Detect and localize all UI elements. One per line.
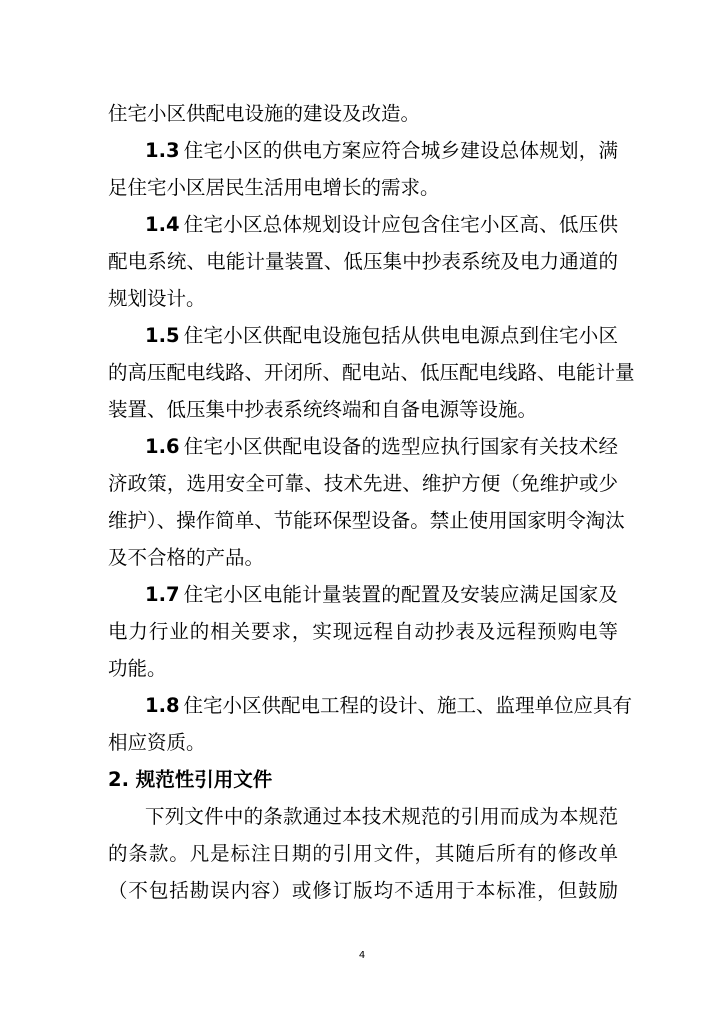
line-text: 功能。 (108, 657, 167, 680)
text-line (108, 243, 618, 280)
section-heading: 2. 规范性引用文件 (108, 768, 273, 791)
text-line (108, 835, 618, 872)
clause-number: 1.4 (145, 213, 180, 236)
line-text: 住宅小区供配电工程的设计、施工、监理单位应具有 (183, 694, 633, 717)
line-text: 的高压配电线路、开闭所、配电站、低压配电线路、电能计量 (108, 361, 635, 384)
clause-number: 1.8 (145, 694, 180, 717)
line-text: 及不合格的产品。 (108, 546, 265, 569)
line-text: 电力行业的相关要求，实现远程自动抄表及远程预购电等 (108, 620, 618, 643)
line-text: 住宅小区供配电设备的选型应执行国家有关技术经 (183, 435, 618, 458)
line-text: （不包括勘误内容）或修订版均不适用于本标准，但鼓励 (108, 879, 618, 902)
line-text: 相应资质。 (108, 731, 206, 754)
line-text: 住宅小区电能计量装置的配置及安装应满足国家及 (183, 583, 618, 606)
text-line (108, 169, 618, 206)
line-text: 住宅小区的供电方案应符合城乡建设总体规划，满 (183, 139, 618, 162)
clause-1-6 (108, 428, 618, 465)
text-line (108, 280, 618, 317)
line-text: 住宅小区总体规划设计应包含住宅小区高、低压供 (183, 213, 618, 236)
clause-1-8 (108, 687, 633, 724)
page-number: 4 (358, 950, 366, 961)
document-body (108, 95, 635, 909)
text-line (108, 391, 618, 428)
text-line (108, 724, 618, 761)
text-line (108, 354, 635, 391)
line-text: 足住宅小区居民生活用电增长的需求。 (108, 176, 440, 199)
clause-1-4 (108, 206, 618, 243)
text-line (108, 798, 618, 835)
text-line (108, 613, 618, 650)
line-text: 住宅小区供配电设施包括从供电电源点到住宅小区 (183, 324, 618, 347)
text-line (108, 872, 618, 909)
clause-number: 1.7 (145, 583, 180, 606)
line-text: 下列文件中的条款通过本技术规范的引用而成为本规范 (145, 805, 618, 828)
line-text: 装置、低压集中抄表系统终端和自备电源等设施。 (108, 398, 538, 421)
clause-number: 1.5 (145, 324, 180, 347)
line-text: 维护）、操作简单、节能环保型设备。禁止使用国家明令淘汰 (108, 509, 625, 532)
line-text: 住宅小区供配电设施的建设及改造。 (108, 102, 421, 125)
line-text: 的条款。凡是标注日期的引用文件，其随后所有的修改单 (108, 842, 618, 865)
clause-number: 1.3 (145, 139, 180, 162)
line-text: 济政策，选用安全可靠、技术先进、维护方便（免维护或少 (108, 472, 618, 495)
text-line (108, 465, 618, 502)
text-line (108, 95, 618, 132)
text-line (108, 539, 618, 576)
clause-number: 1.6 (145, 435, 180, 458)
clause-1-3 (108, 132, 618, 169)
text-line (108, 650, 618, 687)
clause-1-5 (108, 317, 618, 354)
line-text: 配电系统、电能计量装置、低压集中抄表系统及电力通道的 (108, 250, 618, 273)
line-text: 规划设计。 (108, 287, 206, 310)
text-line (108, 502, 625, 539)
clause-1-7 (108, 576, 618, 613)
